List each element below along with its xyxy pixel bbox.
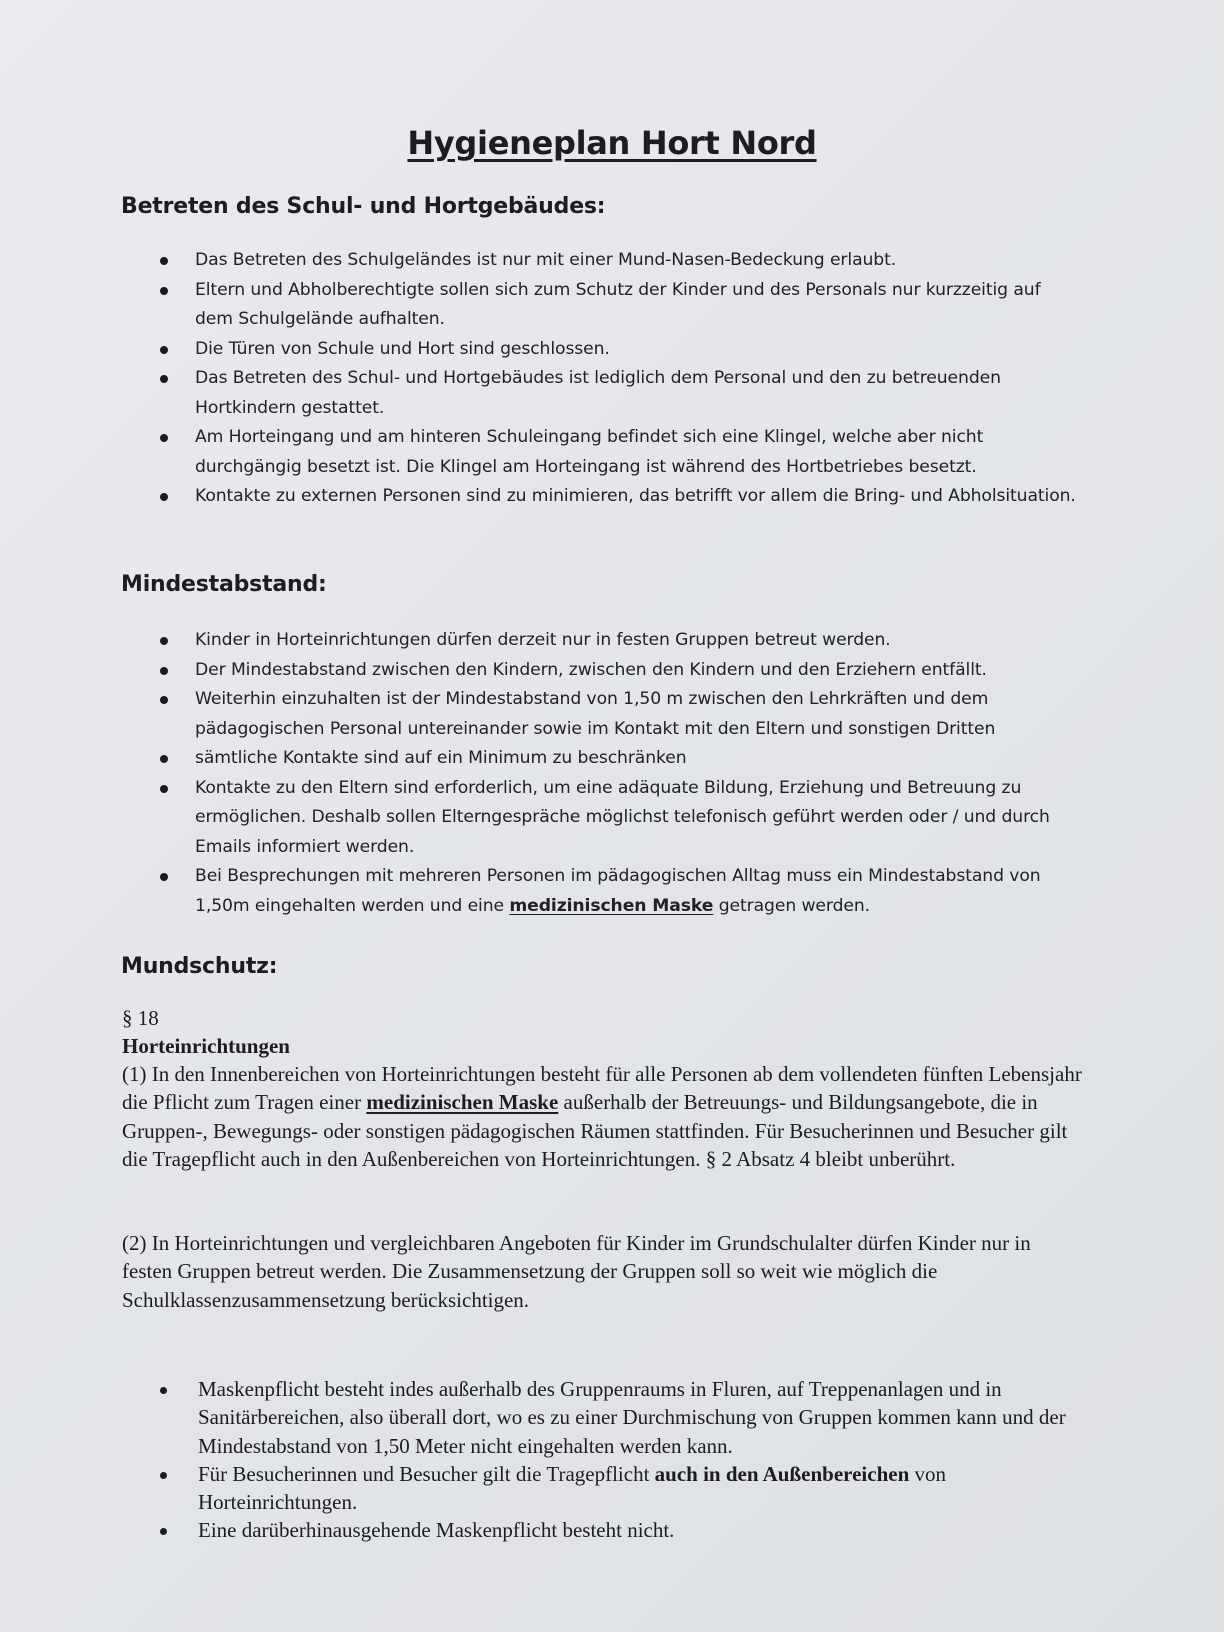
law-paragraph-mark: § 18 [122,1006,159,1030]
paragraph-text: (1) In den Innenbereichen von Horteinrichtungen besteht für alle Personen ab dem vollendeten fünften Lebensjahr die Pflicht zum Tragen einer [122,1062,1082,1115]
section-list-mundschutz [150,1375,1080,1545]
section-heading-mundschutz: Mundschutz: [121,954,278,979]
list-item: Am Horteingang und am hinteren Schuleingang befindet sich eine Klingel, welche aber nicht durchgängig besetzt ist. Die Klingel am Horteingang ist während des Hortbetriebes besetzt. [150,423,1080,482]
section-heading-betreten: Betreten des Schul- und Hortgebäudes: [121,194,606,219]
list-item: Das Betreten des Schulgeländes ist nur mit einer Mund-Nasen-Bedeckung erlaubt. [150,246,1080,276]
document-title: Hygieneplan Hort Nord [407,124,817,162]
list-item-text: getragen werden. [713,895,871,916]
section-list-betreten [150,246,1080,512]
list-item: Eltern und Abholberechtigte sollen sich zum Schutz der Kinder und des Personals nur kurzzeitig auf dem Schulgelände aufhalten. [150,276,1080,335]
list-item-text: von Horteinrichtungen. [198,1461,947,1515]
emphasis-medizinische-maske: medizinischen Maske [509,895,714,916]
list-item-text: Bei Besprechungen mit mehreren Personen im pädagogischen Alltag muss ein Mindestabstand von 1,50m eingehalten werden und eine [195,866,1041,916]
law-paragraph-1 [122,1060,1082,1173]
list-item: Kinder in Horteinrichtungen dürfen derzeit nur in festen Gruppen betreut werden. [150,626,1095,656]
law-subheading: Horteinrichtungen [122,1034,290,1058]
list-item: Kontakte zu externen Personen sind zu minimieren, das betrifft vor allem die Bring- und Abholsituation. [150,482,1080,512]
list-item [150,862,1095,921]
law-paragraph-2: (2) In Horteinrichtungen und vergleichbaren Angeboten für Kinder im Grundschulalter dürfen Kinder nur in festen Gruppen betreut werden. Die Zusammensetzung der Gruppen soll so weit wie möglich die Schulklassenzusammensetzung berücksichtigen. [122,1231,1031,1312]
list-item: Der Mindestabstand zwischen den Kindern, zwischen den Kindern und den Erziehern entfällt. [150,656,1095,686]
list-item: Das Betreten des Schul- und Hortgebäudes ist lediglich dem Personal und den zu betreuenden Hortkindern gestattet. [150,364,1080,423]
section-heading-mindestabstand: Mindestabstand: [121,572,327,597]
list-item-text: Für Besucherinnen und Besucher gilt die Tragepflicht [198,1461,655,1486]
list-item: Weiterhin einzuhalten ist der Mindestabstand von 1,50 m zwischen den Lehrkräften und dem pädagogischen Personal untereinander sowie im Kontakt mit den Eltern und sonstigen Dritten [150,685,1095,744]
emphasis-aussenbereiche: auch in den Außenbereichen [654,1461,910,1486]
list-item: Die Türen von Schule und Hort sind geschlossen. [150,335,1080,365]
list-item: sämtliche Kontakte sind auf ein Minimum zu beschränken [150,744,1095,774]
section-list-mindestabstand [150,626,1095,921]
list-item: Kontakte zu den Eltern sind erforderlich, um eine adäquate Bildung, Erziehung und Betreuung zu ermöglichen. Deshalb sollen Elterngespräche möglichst telefonisch geführt werden oder / und durch Emails informiert werden. [150,774,1095,863]
emphasis-medizinische-maske: medizinischen Maske [366,1090,559,1115]
list-item [150,1460,1080,1517]
paragraph-text: außerhalb der Betreuungs- und Bildungsangebote, die in Gruppen-, Bewegungs- oder sonstigen pädagogischen Räumen stattfinden. Für Besucherinnen und Besucher gilt die Tragepflicht auch in den Außenbereichen von Horteinrichtungen. § 2 Absatz 4 bleibt unberührt. [122,1090,1068,1171]
list-item: Maskenpflicht besteht indes außerhalb des Gruppenraums in Fluren, auf Treppenanlagen und in Sanitärbereichen, also überall dort, wo es zu einer Durchmischung von Gruppen kommen kann und der Mindestabstand von 1,50 Meter nicht eingehalten werden kann. [150,1375,1080,1460]
list-item: Eine darüberhinausgehende Maskenpflicht besteht nicht. [150,1516,1080,1544]
